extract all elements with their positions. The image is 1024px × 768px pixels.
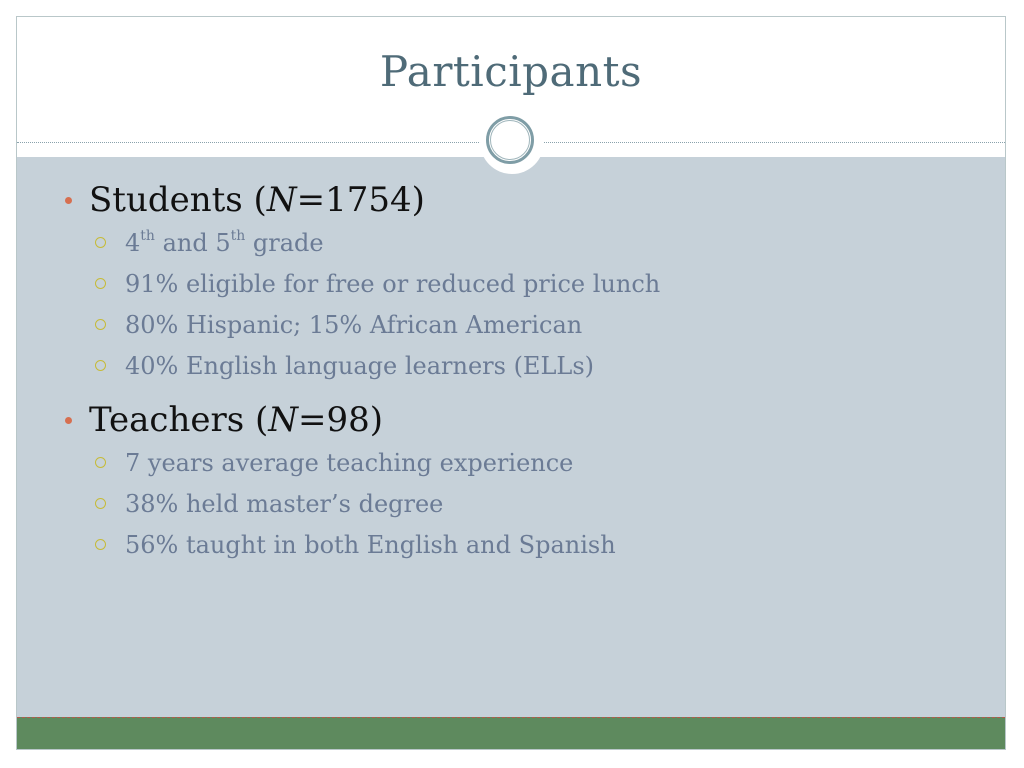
hollow-ring-icon — [95, 360, 106, 371]
bullet-students — [59, 177, 979, 223]
sub-text: 91% eligible for free or reduced price lunch — [125, 270, 661, 298]
filled-dot-icon — [65, 197, 72, 204]
hollow-ring-icon — [95, 539, 106, 550]
bullet-label-post: =1754) — [296, 180, 425, 220]
sub-bullet-bilingual — [59, 525, 979, 566]
sub-bullet-ells — [59, 346, 979, 387]
footer-bar — [17, 717, 1005, 750]
sub-bullet-masters — [59, 484, 979, 525]
double-ring-ornament-inner-icon — [490, 120, 530, 160]
spacer — [59, 387, 979, 397]
bullet-label-post: =98) — [298, 400, 384, 440]
sub-text: 38% held master’s degree — [125, 490, 444, 518]
hollow-ring-icon — [95, 498, 106, 509]
hollow-ring-icon — [95, 237, 106, 248]
superscript: th — [230, 228, 246, 244]
hollow-ring-icon — [95, 319, 106, 330]
superscript: th — [140, 228, 155, 244]
hollow-ring-icon — [95, 457, 106, 468]
slide — [16, 16, 1006, 750]
sub-text: 56% taught in both English and Spanish — [125, 531, 616, 559]
sub-text: 80% Hispanic; 15% African American — [125, 311, 583, 339]
sub-text-part: and 5 — [154, 229, 231, 257]
filled-dot-icon — [65, 417, 72, 424]
sub-text-part: grade — [245, 229, 324, 257]
sub-text: 7 years average teaching experience — [125, 449, 574, 477]
bullet-teachers — [59, 397, 979, 443]
hollow-ring-icon — [95, 278, 106, 289]
sub-bullet-ethnicity — [59, 305, 979, 346]
sub-bullet-grade — [59, 223, 979, 264]
sub-bullet-experience — [59, 443, 979, 484]
sub-text-part: 4 — [125, 229, 141, 257]
slide-title: Participants — [379, 47, 643, 96]
sub-bullet-lunch — [59, 264, 979, 305]
bullet-list — [59, 177, 979, 566]
bullet-label-pre: Students ( — [89, 180, 267, 220]
bullet-label-var: N — [268, 400, 299, 440]
sub-text: 40% English language learners (ELLs) — [125, 352, 595, 380]
bullet-label-var: N — [266, 180, 297, 220]
bullet-label-pre: Teachers ( — [89, 400, 269, 440]
